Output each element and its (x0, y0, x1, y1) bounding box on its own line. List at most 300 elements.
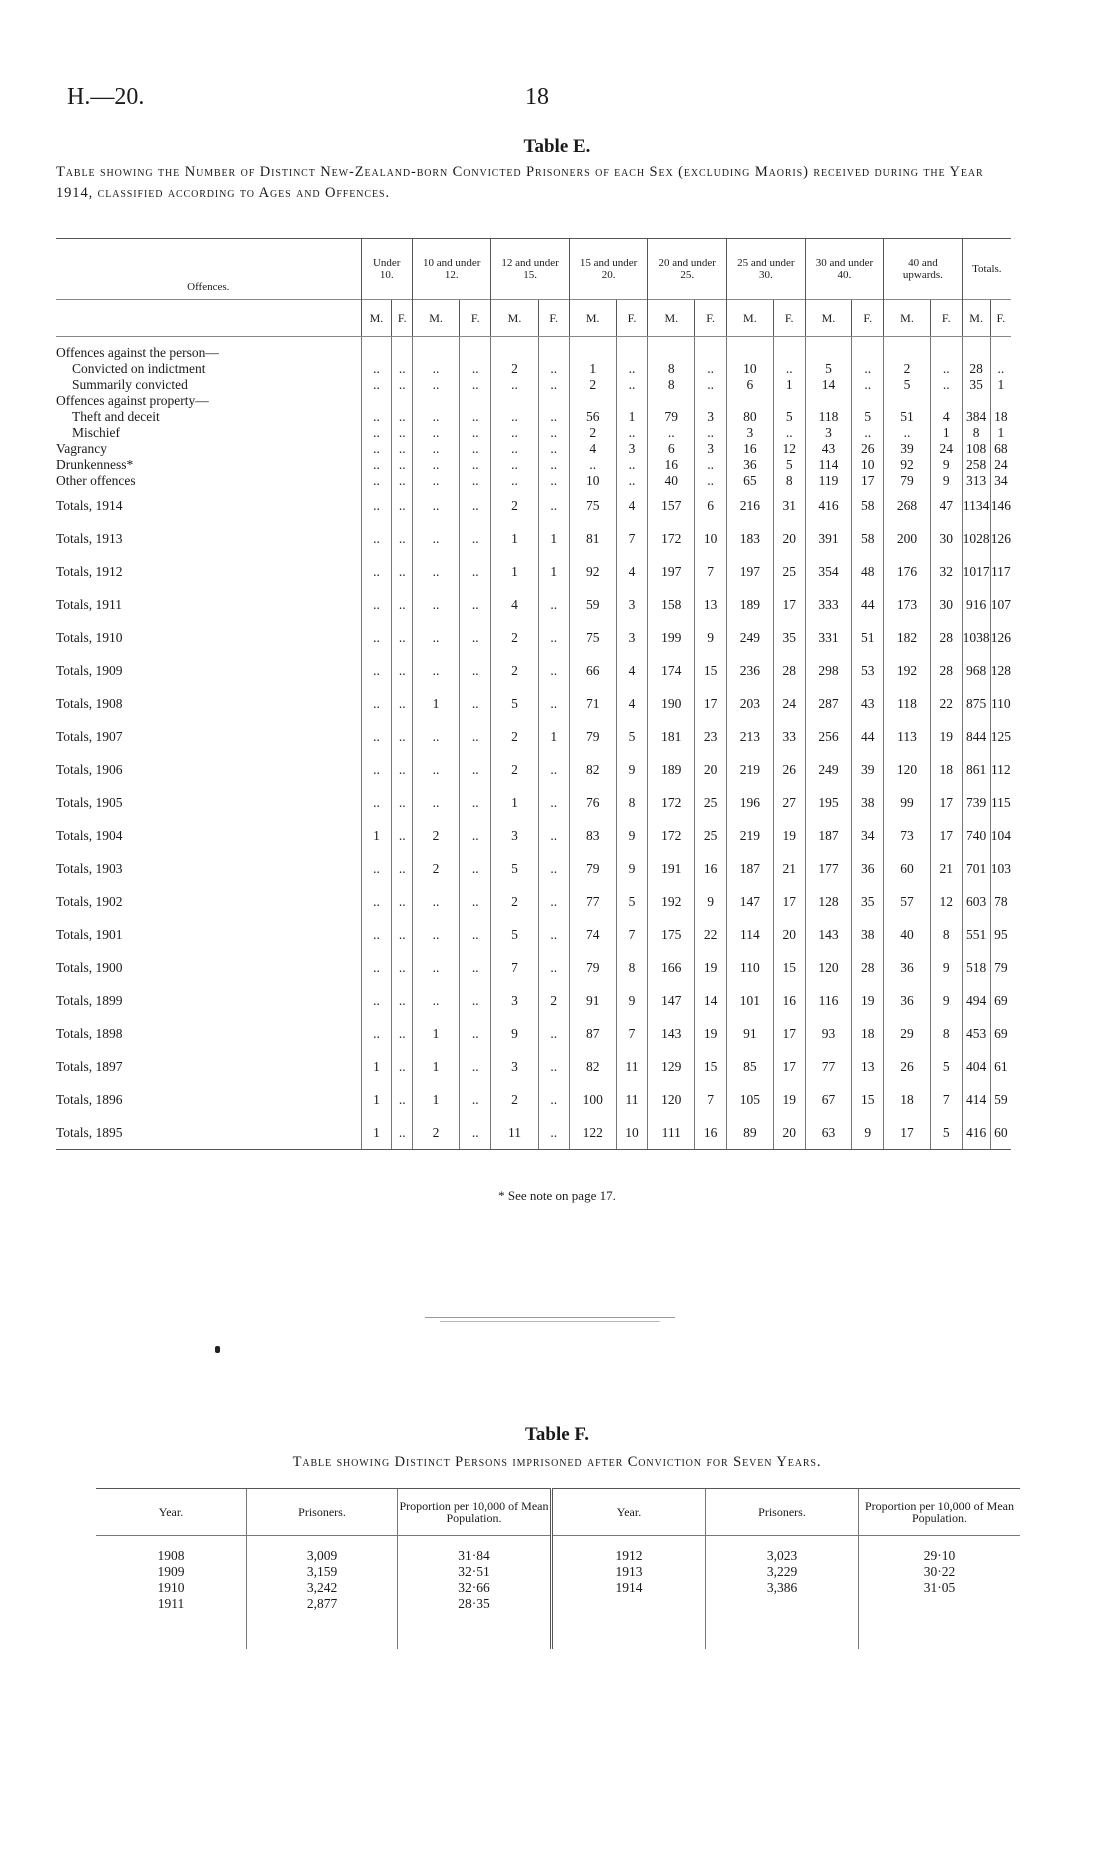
male-count-cell: 39 (884, 441, 931, 457)
male-count-cell: 10 (569, 473, 616, 489)
female-count-cell: 9 (930, 473, 962, 489)
female-count-cell: 17 (930, 786, 962, 819)
female-count-cell: 25 (773, 555, 805, 588)
male-count-cell: .. (361, 522, 392, 555)
male-count-cell: 1 (491, 522, 538, 555)
female-count-cell: .. (460, 786, 491, 819)
female-count-cell: 30 (930, 522, 962, 555)
male-count-cell: 110 (727, 951, 774, 984)
female-count-cell: 7 (616, 918, 648, 951)
female-count-cell: 20 (773, 522, 805, 555)
female-count-cell: 34 (990, 473, 1011, 489)
male-count-cell: 114 (727, 918, 774, 951)
male-count-cell (962, 345, 990, 361)
male-count-cell: 190 (648, 687, 695, 720)
female-count-cell: 35 (852, 885, 884, 918)
female-count-cell: 9 (695, 885, 727, 918)
male-count-cell: .. (412, 918, 459, 951)
male-count-cell: 603 (962, 885, 990, 918)
female-count-cell: 5 (930, 1116, 962, 1150)
male-count-cell: 77 (569, 885, 616, 918)
female-count-cell: 24 (930, 441, 962, 457)
male-count-cell: .. (412, 457, 459, 473)
male-count-cell: 3 (491, 984, 538, 1017)
male-count-cell: 256 (805, 720, 852, 753)
male-count-cell: 3 (727, 425, 774, 441)
female-column-header: F. (773, 300, 805, 337)
totals-label: Totals, 1900 (56, 960, 123, 975)
male-count-cell: 36 (884, 984, 931, 1017)
male-count-cell: 384 (962, 409, 990, 425)
female-count-cell: .. (538, 361, 569, 377)
offence-row (56, 409, 1011, 425)
female-count-cell: .. (538, 409, 569, 425)
male-count-cell: 111 (648, 1116, 695, 1150)
male-count-cell: 36 (727, 457, 774, 473)
female-count-cell: 2 (538, 984, 569, 1017)
female-count-cell (460, 393, 491, 409)
female-count-cell: .. (538, 621, 569, 654)
female-count-cell: 26 (852, 441, 884, 457)
male-count-cell: .. (361, 951, 392, 984)
male-count-cell: .. (361, 473, 392, 489)
female-count-cell: .. (460, 555, 491, 588)
male-count-cell: 1 (412, 687, 459, 720)
totals-label: Totals, 1912 (56, 564, 123, 579)
totals-row (56, 1017, 1011, 1050)
prisoners-header-right: Prisoners. (706, 1489, 859, 1536)
male-count-cell: 2 (884, 361, 931, 377)
female-count-cell: 26 (773, 753, 805, 786)
male-count-cell: 195 (805, 786, 852, 819)
male-column-header: M. (412, 300, 459, 337)
male-count-cell: 551 (962, 918, 990, 951)
female-count-cell: 125 (990, 720, 1011, 753)
age-group-header: Totals. (962, 239, 1011, 300)
male-count-cell: 494 (962, 984, 990, 1017)
totals-label: Totals, 1903 (56, 861, 123, 876)
female-count-cell: .. (460, 489, 491, 522)
female-count-cell: 9 (930, 984, 962, 1017)
male-count-cell: 199 (648, 621, 695, 654)
male-count-cell: 313 (962, 473, 990, 489)
proportions-left: 31·84 32·51 32·66 28·35 (398, 1536, 552, 1650)
female-count-cell: 24 (990, 457, 1011, 473)
female-count-cell: 10 (852, 457, 884, 473)
female-count-cell: 8 (773, 473, 805, 489)
male-count-cell: 189 (727, 588, 774, 621)
female-count-cell: 20 (773, 918, 805, 951)
female-column-header: F. (930, 300, 962, 337)
prisoners-right: 3,023 3,229 3,386 (706, 1536, 859, 1650)
male-count-cell: 8 (648, 377, 695, 393)
female-count-cell: 110 (990, 687, 1011, 720)
male-count-cell: 1017 (962, 555, 990, 588)
male-count-cell: 99 (884, 786, 931, 819)
table-e-title: Table E. (523, 136, 591, 157)
totals-row (56, 918, 1011, 951)
male-count-cell: 35 (962, 377, 990, 393)
female-count-cell: 61 (990, 1050, 1011, 1083)
male-count-cell: 2 (569, 425, 616, 441)
female-count-cell: 17 (930, 819, 962, 852)
male-count-cell: 158 (648, 588, 695, 621)
male-count-cell: .. (412, 361, 459, 377)
female-count-cell: 12 (773, 441, 805, 457)
female-count-cell: 27 (773, 786, 805, 819)
male-count-cell: 268 (884, 489, 931, 522)
male-count-cell: 11 (491, 1116, 538, 1150)
section-divider-secondary (440, 1321, 660, 1322)
male-count-cell: 3 (491, 819, 538, 852)
age-group-header: 15 and under 20. (569, 239, 648, 300)
age-group-header: 20 and under 25. (648, 239, 727, 300)
offence-row (56, 473, 1011, 489)
female-count-cell: 30 (930, 588, 962, 621)
male-count-cell: .. (361, 852, 392, 885)
female-count-cell: 16 (695, 1116, 727, 1150)
male-count-cell: .. (361, 361, 392, 377)
female-count-cell: 126 (990, 621, 1011, 654)
female-count-cell: 3 (616, 621, 648, 654)
female-count-cell: 15 (773, 951, 805, 984)
male-count-cell: 79 (648, 409, 695, 425)
female-count-cell: 25 (695, 819, 727, 852)
female-count-cell: .. (460, 885, 491, 918)
male-count-cell (805, 345, 852, 361)
female-count-cell (930, 345, 962, 361)
male-count-cell: 122 (569, 1116, 616, 1150)
totals-row (56, 1083, 1011, 1116)
female-count-cell: .. (460, 1050, 491, 1083)
female-count-cell: .. (460, 361, 491, 377)
male-count-cell: .. (412, 720, 459, 753)
female-count-cell (773, 393, 805, 409)
female-count-cell: 1 (990, 377, 1011, 393)
male-count-cell (361, 345, 392, 361)
proportions-right: 29·10 30·22 31·05 (859, 1536, 1021, 1650)
male-count-cell: 71 (569, 687, 616, 720)
totals-label: Totals, 1895 (56, 1116, 361, 1150)
female-count-cell: 19 (695, 1017, 727, 1050)
male-count-cell: 2 (491, 720, 538, 753)
male-count-cell: 17 (884, 1116, 931, 1150)
male-count-cell: 120 (884, 753, 931, 786)
female-count-cell: .. (538, 377, 569, 393)
totals-row (56, 555, 1011, 588)
female-count-cell: 25 (695, 786, 727, 819)
age-group-header: 40 and upwards. (884, 239, 962, 300)
years-right: 1912 1913 1914 (552, 1536, 706, 1650)
female-count-cell: 36 (852, 852, 884, 885)
table-e-body (56, 337, 1011, 1150)
female-count-cell: .. (616, 457, 648, 473)
female-count-cell: 7 (930, 1083, 962, 1116)
year-header-right: Year. (552, 1489, 706, 1536)
female-count-cell: 9 (616, 984, 648, 1017)
female-count-cell: 7 (616, 1017, 648, 1050)
male-count-cell: .. (361, 425, 392, 441)
male-count-cell: 119 (805, 473, 852, 489)
totals-label: Totals, 1910 (56, 630, 123, 645)
female-count-cell: .. (392, 1050, 413, 1083)
male-count-cell: .. (361, 457, 392, 473)
female-count-cell: 4 (616, 555, 648, 588)
female-count-cell: 9 (616, 852, 648, 885)
male-count-cell: 8 (648, 361, 695, 377)
male-count-cell: 175 (648, 918, 695, 951)
male-count-cell: .. (361, 588, 392, 621)
female-count-cell: .. (538, 457, 569, 473)
female-count-cell: 19 (773, 819, 805, 852)
female-count-cell: 3 (616, 588, 648, 621)
female-count-cell (616, 345, 648, 361)
female-count-cell: .. (392, 786, 413, 819)
male-count-cell: .. (648, 425, 695, 441)
male-count-cell (727, 345, 774, 361)
male-count-cell: 143 (805, 918, 852, 951)
female-count-cell: .. (852, 425, 884, 441)
female-count-cell: .. (538, 473, 569, 489)
female-count-cell: .. (392, 441, 413, 457)
female-count-cell (930, 393, 962, 409)
male-count-cell: .. (361, 753, 392, 786)
male-count-cell: 219 (727, 753, 774, 786)
totals-row (56, 984, 1011, 1017)
male-count-cell: 113 (884, 720, 931, 753)
male-count-cell: 2 (491, 489, 538, 522)
female-count-cell: .. (538, 753, 569, 786)
male-count-cell: 287 (805, 687, 852, 720)
female-count-cell: 28 (852, 951, 884, 984)
male-count-cell: 331 (805, 621, 852, 654)
male-count-cell: 116 (805, 984, 852, 1017)
male-count-cell: 79 (569, 951, 616, 984)
female-count-cell (538, 345, 569, 361)
male-count-cell: 75 (569, 621, 616, 654)
female-count-cell: 13 (852, 1050, 884, 1083)
female-count-cell: .. (695, 473, 727, 489)
male-count-cell: 166 (648, 951, 695, 984)
female-count-cell: 1 (538, 555, 569, 588)
male-count-cell (805, 393, 852, 409)
male-count-cell: 701 (962, 852, 990, 885)
male-column-header: M. (361, 300, 392, 337)
male-count-cell: 5 (884, 377, 931, 393)
male-count-cell: 67 (805, 1083, 852, 1116)
female-count-cell: 33 (773, 720, 805, 753)
female-count-cell: 5 (616, 885, 648, 918)
male-count-cell: 83 (569, 819, 616, 852)
male-count-cell: 2 (412, 1116, 459, 1150)
male-count-cell: 3 (805, 425, 852, 441)
male-count-cell: 5 (491, 852, 538, 885)
offence-label: Vagrancy (56, 441, 107, 456)
female-count-cell: 32 (930, 555, 962, 588)
table-f-title: Table F. (524, 1424, 590, 1445)
male-count-cell: 196 (727, 786, 774, 819)
male-count-cell: .. (412, 753, 459, 786)
female-count-cell: 115 (990, 786, 1011, 819)
female-count-cell: .. (392, 1116, 413, 1150)
female-count-cell: .. (695, 377, 727, 393)
female-count-cell: .. (538, 918, 569, 951)
male-count-cell: 73 (884, 819, 931, 852)
male-count-cell: 16 (648, 457, 695, 473)
male-count-cell: 453 (962, 1017, 990, 1050)
male-count-cell: 43 (805, 441, 852, 457)
female-count-cell: .. (392, 753, 413, 786)
female-count-cell: 8 (930, 918, 962, 951)
female-count-cell (990, 393, 1011, 409)
female-count-cell: .. (392, 885, 413, 918)
male-count-cell: 75 (569, 489, 616, 522)
female-count-cell: 22 (930, 687, 962, 720)
male-count-cell: 74 (569, 918, 616, 951)
offence-label: Convicted on indictment (72, 361, 206, 376)
male-count-cell: .. (412, 489, 459, 522)
female-count-cell: .. (538, 654, 569, 687)
totals-row (56, 852, 1011, 885)
female-count-cell: 16 (695, 852, 727, 885)
offence-label: Mischief (72, 425, 120, 440)
female-count-cell: 69 (990, 984, 1011, 1017)
offence-row (56, 377, 1011, 393)
female-count-cell: 17 (773, 1017, 805, 1050)
totals-row (56, 588, 1011, 621)
female-column-header: F. (695, 300, 727, 337)
male-count-cell: 118 (805, 409, 852, 425)
female-count-cell (990, 345, 1011, 361)
female-count-cell: .. (392, 489, 413, 522)
male-count-cell (648, 393, 695, 409)
female-count-cell: .. (392, 918, 413, 951)
female-count-cell: 43 (852, 687, 884, 720)
age-group-header: 30 and under 40. (805, 239, 884, 300)
male-column-header: M. (569, 300, 616, 337)
female-count-cell: 103 (990, 852, 1011, 885)
male-count-cell: 6 (727, 377, 774, 393)
male-count-cell: .. (491, 409, 538, 425)
male-count-cell: 298 (805, 654, 852, 687)
female-count-cell: 5 (616, 720, 648, 753)
male-count-cell: 28 (962, 361, 990, 377)
female-count-cell: .. (538, 819, 569, 852)
male-count-cell: 157 (648, 489, 695, 522)
female-count-cell: 1 (538, 522, 569, 555)
female-count-cell: .. (392, 654, 413, 687)
male-count-cell: 81 (569, 522, 616, 555)
female-count-cell: 11 (616, 1050, 648, 1083)
female-count-cell: .. (695, 361, 727, 377)
male-count-cell: 77 (805, 1050, 852, 1083)
female-count-cell: 17 (773, 885, 805, 918)
female-count-cell: 12 (930, 885, 962, 918)
male-count-cell: 182 (884, 621, 931, 654)
female-count-cell: 78 (990, 885, 1011, 918)
male-count-cell: 2 (569, 377, 616, 393)
female-count-cell: 28 (773, 654, 805, 687)
female-count-cell: 9 (616, 819, 648, 852)
male-count-cell: 172 (648, 819, 695, 852)
female-count-cell: 17 (852, 473, 884, 489)
spacer-row (56, 337, 1011, 346)
male-count-cell: .. (361, 786, 392, 819)
female-count-cell: 6 (695, 489, 727, 522)
totals-row (56, 720, 1011, 753)
female-count-cell: .. (460, 473, 491, 489)
female-count-cell: 9 (930, 951, 962, 984)
female-count-cell: 9 (616, 753, 648, 786)
male-count-cell: .. (361, 1017, 392, 1050)
totals-row (56, 621, 1011, 654)
male-count-cell: 176 (884, 555, 931, 588)
female-count-cell: .. (460, 522, 491, 555)
female-count-cell: .. (538, 1017, 569, 1050)
female-count-cell: 15 (852, 1083, 884, 1116)
male-count-cell: .. (412, 984, 459, 1017)
male-count-cell: 91 (569, 984, 616, 1017)
male-count-cell: 105 (727, 1083, 774, 1116)
male-count-cell: 6 (648, 441, 695, 457)
female-count-cell: .. (538, 885, 569, 918)
female-count-cell: 1 (538, 720, 569, 753)
male-count-cell: 14 (805, 377, 852, 393)
male-count-cell: .. (412, 473, 459, 489)
female-count-cell: .. (460, 918, 491, 951)
female-count-cell: 31 (773, 489, 805, 522)
male-count-cell: 18 (884, 1083, 931, 1116)
male-count-cell: 1 (361, 1116, 392, 1150)
table-e (56, 238, 1011, 1150)
female-count-cell: .. (460, 588, 491, 621)
male-count-cell: 108 (962, 441, 990, 457)
sex-header-spacer (56, 300, 361, 337)
male-count-cell: 2 (491, 654, 538, 687)
age-group-header: Under 10. (361, 239, 412, 300)
female-count-cell: 22 (695, 918, 727, 951)
female-count-cell: 13 (695, 588, 727, 621)
section-divider (425, 1317, 675, 1318)
male-count-cell: 187 (805, 819, 852, 852)
male-column-header: M. (727, 300, 774, 337)
offence-row (56, 441, 1011, 457)
male-count-cell: 5 (491, 687, 538, 720)
female-count-cell: .. (392, 588, 413, 621)
female-count-cell: 20 (773, 1116, 805, 1150)
totals-label: Totals, 1902 (56, 894, 123, 909)
male-count-cell: 177 (805, 852, 852, 885)
female-count-cell (852, 393, 884, 409)
age-group-header: 10 and under 12. (412, 239, 490, 300)
male-count-cell: .. (412, 621, 459, 654)
male-count-cell: 118 (884, 687, 931, 720)
male-count-cell: .. (361, 441, 392, 457)
male-count-cell: .. (412, 425, 459, 441)
totals-label: Totals, 1914 (56, 498, 123, 513)
male-column-header: M. (805, 300, 852, 337)
male-count-cell: 1028 (962, 522, 990, 555)
totals-row (56, 1116, 1011, 1150)
female-count-cell: .. (460, 687, 491, 720)
female-count-cell: 17 (773, 588, 805, 621)
female-count-cell: .. (538, 425, 569, 441)
female-count-cell: 1 (990, 425, 1011, 441)
female-count-cell: 5 (773, 409, 805, 425)
offence-label: Offences against property— (56, 393, 209, 408)
female-count-cell: 21 (930, 852, 962, 885)
male-count-cell: .. (361, 409, 392, 425)
